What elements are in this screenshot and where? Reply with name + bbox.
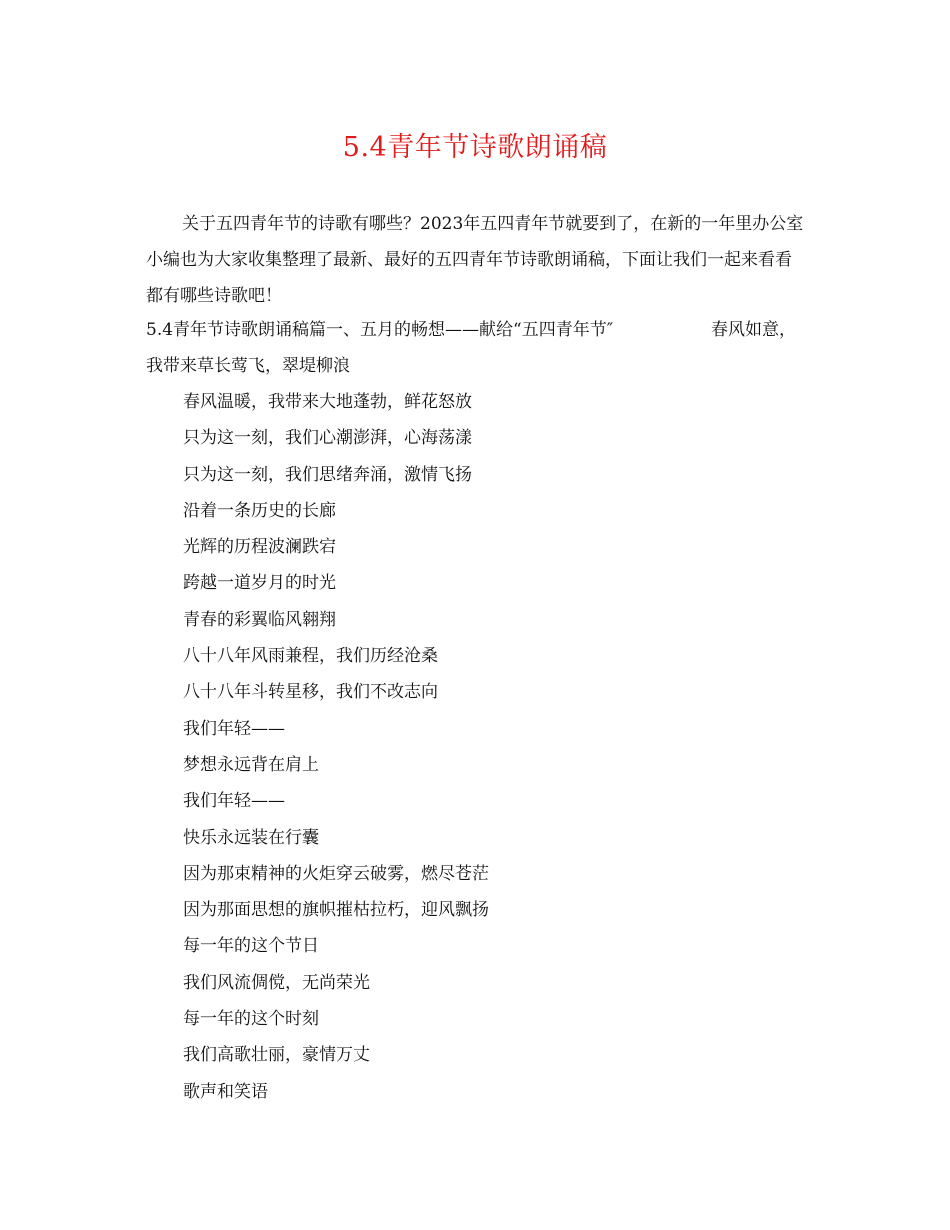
poem-line: 八十八年斗转星移，我们不改志向 <box>183 682 438 703</box>
poem-line: 每一年的这个时刻 <box>183 1009 319 1030</box>
poem-line: 歌声和笑语 <box>183 1081 268 1102</box>
poem-line: 只为这一刻，我们思绪奔涌，激情飞扬 <box>183 464 472 485</box>
poem-line: 快乐永远装在行囊 <box>183 827 319 848</box>
section-heading-right: 春风如意， <box>711 320 796 340</box>
document-title: 5.4青年节诗歌朗诵稿 <box>342 132 608 163</box>
poem-line: 我们年轻—— <box>183 791 285 812</box>
poem-line: 沿着一条历史的长廊 <box>183 500 336 521</box>
poem-line: 光辉的历程波澜跌宕 <box>183 537 336 558</box>
poem-line: 每一年的这个节日 <box>183 936 319 957</box>
poem-line: 我们年轻—— <box>183 718 285 739</box>
section-heading <box>146 312 816 348</box>
poem-line: 我们高歌壮丽，豪情万丈 <box>183 1045 370 1066</box>
poem-line: 梦想永远背在肩上 <box>183 754 319 775</box>
poem-line: 只为这一刻，我们心潮澎湃，心海荡漾 <box>183 428 472 449</box>
poem-line: 我们风流倜傥，无尚荣光 <box>183 972 370 993</box>
poem-line: 因为那束精神的火炬穿云破雾，燃尽苍茫 <box>183 863 489 884</box>
section-heading-left: 5.4青年节诗歌朗诵稿篇一、五月的畅想——献给“五四青年节″ <box>146 320 614 340</box>
poem-line: 春风温暖，我带来大地蓬勃，鲜花怒放 <box>183 392 472 412</box>
poem-line: 八十八年风雨兼程，我们历经沧桑 <box>183 646 438 667</box>
poem-line: 跨越一道岁月的时光 <box>183 573 336 594</box>
intro-paragraph: 关于五四青年节的诗歌有哪些？2023年五四青年节就要到了，在新的一年里办公室小编也为大家收集整理了最新、最好的五四青年节诗歌朗诵稿，下面让我们一起来看看都有哪些诗歌吧！ <box>146 214 804 306</box>
poem-line: 因为那面思想的旗帜摧枯拉朽，迎风飘扬 <box>183 900 489 921</box>
poem-body <box>183 384 489 1110</box>
poem-line: 青春的彩翼临风翱翔 <box>183 609 336 630</box>
section-heading-continuation: 我带来草长莺飞，翠堤柳浪 <box>146 356 350 376</box>
